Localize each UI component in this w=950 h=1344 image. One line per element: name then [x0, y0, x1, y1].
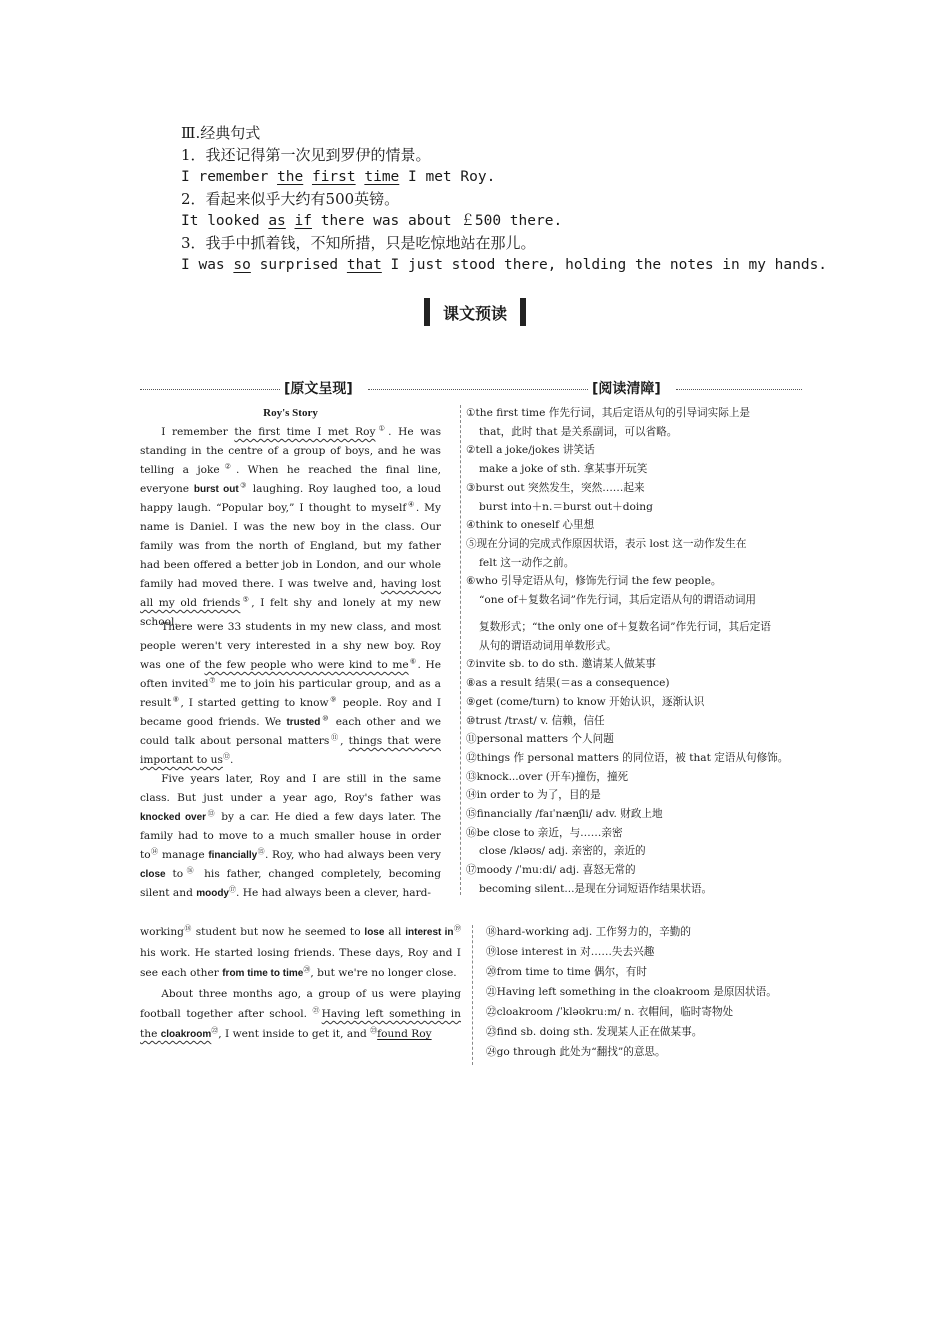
note-line: ⑱hard-working adj. 工作努力的，辛勤的 [486, 926, 691, 938]
note-line: ⑯be close to 亲近，与……亲密 [466, 826, 623, 839]
dotted-rule-right [676, 389, 802, 390]
note-line: ⑥who 引导定语从句，修饰先行词 the few people。 [466, 575, 722, 588]
note-line: 从句的谓语动词用单数形式。 [479, 639, 617, 652]
note-line: ㉒cloakroom /ˈkləʊkruːm/ n. 衣帽间，临时寄物处 [486, 1006, 734, 1018]
note-line: ⑬knock...over (开车)撞伤，撞死 [466, 770, 629, 783]
note-line: that，此时 that 是关系副词，可以省略。 [479, 425, 678, 438]
column-divider-2 [472, 925, 473, 1065]
note-line: becoming silent...是现在分词短语作结果状语。 [479, 882, 713, 895]
note-line: “one of＋复数名词”作先行词，其后定语从句的谓语动词用 [479, 594, 757, 607]
heading-bar-left [424, 298, 430, 326]
preview-heading-text: 课文预读 [442, 303, 507, 323]
section-3-title: Ⅲ.经典句式 [181, 124, 261, 142]
sentence-2-cn: 2．看起来似乎大约有500英镑。 [181, 190, 400, 208]
note-line: ⑧as a result 结果(＝as a consequence) [466, 677, 670, 690]
note-line: ㉑Having left something in the cloakroom 是原因状语。 [486, 986, 777, 998]
notes-block-2 [466, 618, 788, 899]
notes-block-1 [466, 404, 756, 610]
note-line: ④think to oneself 心里想 [466, 519, 595, 532]
sentence-1-en: I remember the first time I met Roy. [181, 169, 496, 185]
story-block-3 [140, 922, 461, 1045]
note-line: ⑪personal matters 个人问题 [466, 733, 614, 746]
note-line: ⑰moody /ˈmuːdi/ adj. 喜怒无常的 [466, 864, 636, 877]
sentence-1-cn: 1．我还记得第一次见到罗伊的情景。 [181, 146, 431, 164]
story-paragraph-1: I remember the first time I met Roy①. He was standing in the centre of a group of boys, and he was telling a joke②. When he reached the final line, everyone burst out③ laughing. Roy laughed too, a loud happy laugh. “Popular boy,” I thought to myself④. My name is Daniel. I was the new boy in the class. Our family was from the north of England, but my father had been offered a better job in London, and our whole family had moved there. I was twelve and, having lost all my old friends⑤, I felt shy and lonely at my new school. [140, 424, 442, 628]
note-line: ⑳from time to time 偶尔，有时 [486, 966, 647, 978]
note-line: make a joke of sth. 拿某事开玩笑 [479, 463, 648, 476]
note-line: ⑨get (come/turn) to know 开始认识，逐渐认识 [466, 695, 705, 708]
note-line: ㉔go through 此处为“翻找”的意思。 [486, 1046, 666, 1058]
dotted-rule-left [140, 389, 280, 390]
note-line: burst into＋n.＝burst out＋doing [479, 500, 653, 513]
story-title: Roy's Story [263, 407, 318, 419]
note-line: 复数形式；“the only one of＋复数名词”作先行词，其后定语 [479, 621, 771, 633]
note-line: ㉓find sb. doing sth. 发现某人正在做某事。 [486, 1026, 703, 1038]
note-line: ⑦invite sb. to do sth. 邀请某人做某事 [466, 658, 656, 671]
notes-block-3 [486, 922, 777, 1062]
dotted-rule-middle [368, 389, 588, 390]
note-line: ③burst out 突然发生，突然……起来 [466, 481, 645, 494]
sentence-3-cn: 3．我手中抓着钱，不知所措，只是吃惊地站在那儿。 [181, 234, 536, 252]
story-block-2 [140, 618, 441, 903]
note-line: ①the first time 作先行词，其后定语从句的引导词实际上是 [466, 407, 751, 419]
story-paragraph-2: There were 33 students in my new class, and most people weren't very interested in a shy new boy. Roy was one of the few people who were kind to me⑥. He often invited⑦ me to join his particular group, and as a result⑧, I started getting to know⑨ people. Roy and I became good friends. We trusted⑩ each other and we could talk about personal matters⑪, things that were important to us⑫. [140, 621, 442, 766]
column-divider-1 [460, 405, 461, 895]
note-line: ⑩trust /trʌst/ v. 信赖，信任 [466, 714, 605, 727]
heading-bar-right [520, 298, 526, 326]
section-3 [181, 122, 827, 276]
note-line: close /kləʊs/ adj. 亲密的，亲近的 [479, 845, 646, 858]
note-line: felt 这一动作之前。 [479, 556, 575, 569]
left-column-header: [原文呈现] [282, 378, 355, 398]
sentence-2-en: It looked as if there was about ￡500 there. [181, 213, 563, 229]
story-block-1 [140, 404, 441, 632]
story-paragraph-3-cont: working⑱ student but now he seemed to lose all interest in⑲ his work. He started losing friends. These days, Roy and I see each other from time to time⑳, but we're no longer close. [140, 924, 461, 979]
story-paragraph-3: Five years later, Roy and I are still in the same class. But just under a year ago, Roy's father was knocked over⑬ by a car. He died a few days later. The family had to move to a much smaller house in order to⑭ manage financially⑮. Roy, who had always been very close to⑯ his father, changed completely, becoming silent and moody⑰. He had always been a clever, hard- [140, 773, 442, 899]
story-paragraph-4: About three months ago, a group of us were playing football together after school. $^㉑$Having left something in the cloakroom$^㉒$, I went inside to get it, and $^㉓$found Roy [140, 988, 461, 1040]
note-line: ⑫things 作 personal matters 的同位语，被 that 定语从句修饰。 [466, 751, 789, 764]
note-line: ⑲lose interest in 对……失去兴趣 [486, 946, 655, 958]
note-line: ②tell a joke/jokes 讲笑话 [466, 444, 595, 457]
sentence-3-en: I was so surprised that I just stood there, holding the notes in my hands. [181, 257, 828, 273]
right-column-header: [阅读清障] [590, 378, 663, 398]
note-line: ⑤现在分词的完成式作原因状语，表示 lost 这一动作发生在 [466, 537, 747, 550]
note-line: ⑭in order to 为了，目的是 [466, 789, 601, 802]
note-line: ⑮financially /faɪˈnænʃli/ adv. 财政上地 [466, 808, 663, 821]
preview-heading [0, 298, 950, 326]
